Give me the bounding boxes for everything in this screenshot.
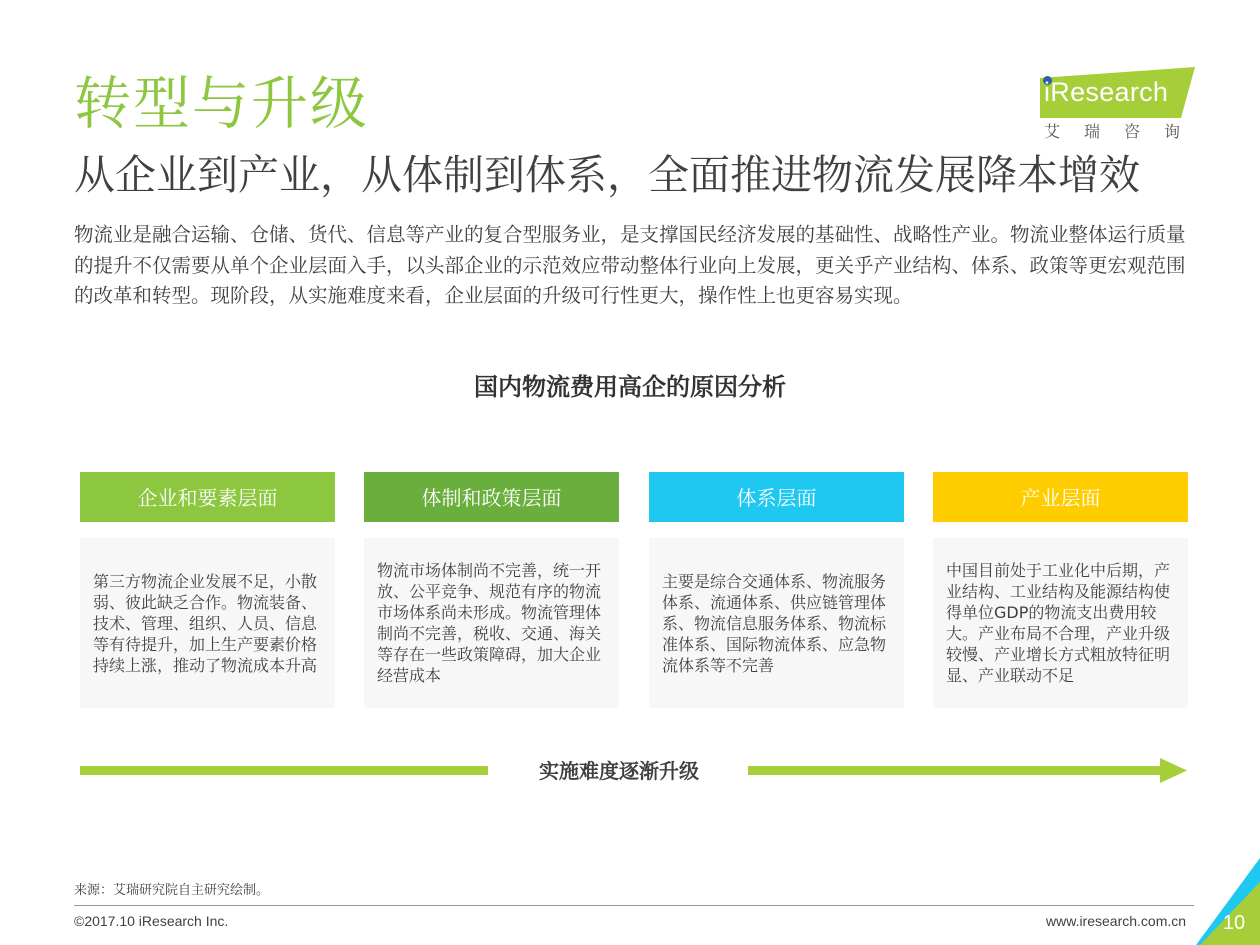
iresearch-logo	[1038, 64, 1205, 144]
column-policy	[364, 472, 619, 685]
logo-brand-text: iResearch	[1044, 77, 1169, 107]
arrow-head-icon	[1160, 758, 1187, 783]
column-text: 主要是综合交通体系、物流服务体系、流通体系、供应链管理体系、物流信息服务体系、物流标准体系、国际物流体系、应急物流体系等不完善	[662, 571, 887, 675]
column-industry	[933, 472, 1188, 685]
column-body	[933, 538, 1188, 708]
intro-paragraph: 物流业是融合运输、仓储、货代、信息等产业的复合型服务业，是支撑国民经济发展的基础性、战略性产业。物流业整体运行质量的提升不仅需要从单个企业层面入手，以头部企业的示范效应带动整体行业向上发展，更关乎产业结构、体系、政策等更宏观范围的改革和转型。现阶段，从实施难度来看，企业层面的升级可行性更大，操作性上也更容易实现。	[74, 223, 1186, 307]
column-body	[649, 538, 904, 708]
column-header: 企业和要素层面	[80, 472, 335, 522]
slide-title: 转型与升级	[74, 71, 369, 137]
column-system	[649, 472, 904, 675]
arrow-left-bar	[80, 766, 488, 775]
logo-chinese-text: 艾瑞咨询	[1044, 122, 1205, 141]
column-header: 体系层面	[649, 472, 904, 522]
footer-divider	[74, 905, 1194, 906]
analysis-title: 国内物流费用高企的原因分析	[474, 373, 786, 401]
column-body	[364, 538, 619, 708]
arrow-label: 实施难度逐渐升级	[539, 759, 699, 783]
arrow-right-bar	[748, 766, 1162, 775]
column-header: 体制和政策层面	[364, 472, 619, 522]
column-header: 产业层面	[933, 472, 1188, 522]
slide-subtitle: 从企业到产业，从体制到体系，全面推进物流发展降本增效	[74, 151, 1140, 199]
column-body	[80, 538, 335, 708]
column-text: 第三方物流企业发展不足，小散弱、彼此缺乏合作。物流装备、技术、管理、组织、人员、信息等有待提升，加上生产要素价格持续上涨，推动了物流成本升高	[93, 571, 318, 675]
website-link[interactable]: www.iresearch.com.cn	[1046, 913, 1187, 929]
column-enterprise	[80, 472, 335, 675]
page-number: 10	[1222, 912, 1246, 934]
column-text: 物流市场体制尚不完善，统一开放、公平竞争、规范有序的物流市场体系尚未形成。物流管理体制尚不完善，税收、交通、海关等存在一些政策障碍，加大企业经营成本	[377, 561, 602, 685]
column-text: 中国目前处于工业化中后期，产业结构、工业结构及能源结构使得单位GDP的物流支出费用较大。产业布局不合理，产业升级较慢、产业增长方式粗放特征明显、产业联动不足	[946, 561, 1171, 685]
source-note: 来源：艾瑞研究院自主研究绘制。	[74, 883, 270, 898]
copyright-text: ©2017.10 iResearch Inc.	[74, 913, 229, 929]
